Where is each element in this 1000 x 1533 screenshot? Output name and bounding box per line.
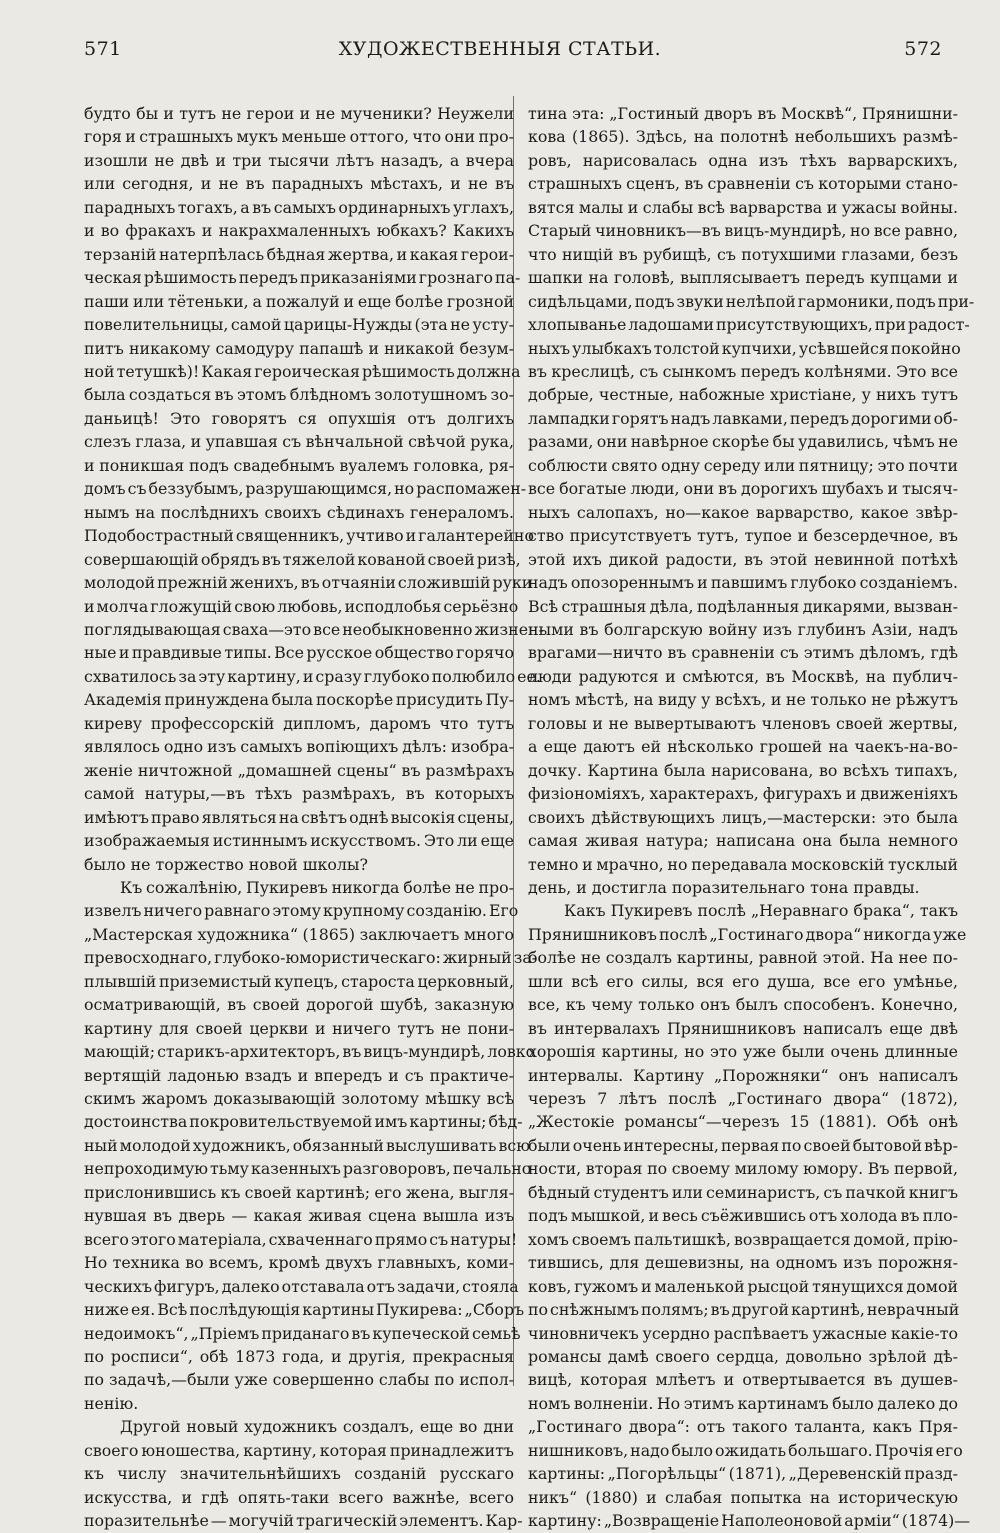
text-line: къ числу значительнѣйшихъ созданiй русскаго [84,1464,514,1484]
text-line: ными въ болгарскую войну изъ глубинъ Азiи, надъ [528,619,958,639]
text-line: паши или тётеньки, а пожалуй и еще болѣе грозной [84,291,514,311]
text-line: нишниковъ, надо было ожидать большаго. Прочiя его [528,1440,963,1460]
text-line: тившись, для дешевизны, на одномъ изъ порожня- [528,1253,958,1273]
text-line: домъ съ беззубымъ, разрушающимся, но распомажен- [84,479,527,499]
text-line: страшныхъ сценъ, въ сравненiи съ которыми стано- [528,174,958,194]
text-line: этой ихъ дикой радости, въ этой невинной потѣхѣ [528,549,958,569]
text-line: въ интервалахъ Прянишниковъ написалъ еще двѣ [528,1018,958,1038]
text-line: вицѣ, которая млѣетъ и отвертывается въ душев- [528,1370,958,1390]
text-line: была создаться въ этомъ блѣдномъ золотушномъ зо- [84,385,514,405]
text-line: превосходнаго, глубоко-юмористическаго: жирный за- [84,948,538,968]
text-line: Другой новый художникъ создалъ, еще во дни [120,1417,514,1437]
text-line: „Жестокiе романсы“—черезъ 15 (1881). Обѣ онѣ [528,1112,958,1132]
text-line: плывшiй приземистый купецъ, староста церковный, [84,971,514,991]
text-line: ческая рѣшимость передъ приказанiями грознаго па- [84,268,521,288]
text-line: интервалы. Картину „Порожняки“ онъ написалъ [528,1065,958,1085]
text-line: по росписи“, обѣ 1873 года, и другiя, прекрасныя [84,1347,514,1367]
text-line: схватилось за эту картину, и сразу глубоко полюбило ее. [84,666,541,686]
text-line: картину для своей церкви и ничего тутъ не пони- [84,1018,514,1038]
text-line: „Мастерская художника“ (1865) заключаетъ много [84,924,514,944]
text-line: слезъ глаза, и упавшая съ вѣнчальной свѣчой рука, [84,432,514,452]
text-line: вертящiй ладонью взадъ и впередъ и съ практиче- [84,1065,514,1085]
text-line: физiономiяхъ, характерахъ, фигурахъ и движенiяхъ [528,784,958,804]
text-line: ство присутствуетъ тутъ, тупое и безсердечное, въ [528,526,958,546]
text-line: горя и страшныхъ мукъ меньше оттого, что они про- [84,127,514,147]
text-line: картину: „Возвращенiе Наполеоновой армiи“ (1874)— [528,1511,971,1531]
page-number-left: 571 [84,38,122,60]
text-line: всего этого матерiала, схваченнаго прямо съ натуры! [84,1229,518,1249]
text-line: головы и не вывертываютъ членовъ своей жертвы, [528,713,958,733]
text-line: добрые, честные, набожные христiане, у нихъ тутъ [528,385,958,405]
text-line: бѣдный студентъ или семинаристъ, съ пачкой книгъ [528,1182,958,1202]
text-line: ниже ея. Всѣ послѣдующiя картины Пукирева: „Сборъ [84,1300,525,1320]
text-line: были очень интересны, первая по своей бытовой вѣр- [528,1135,958,1155]
text-line: по задачѣ,—были уже совершенно слабы по испол- [84,1370,514,1390]
text-line: мающiй; старикъ-архитекторъ, въ вицъ-мундирѣ, ловко [84,1042,536,1062]
text-line: или сегодня, и не въ парадныхъ мѣстахъ, и не въ [84,174,514,194]
text-line: совершающiй обрядъ въ тяжелой кованой своей ризѣ, [84,549,521,569]
text-line: являлось одно изъ самыхъ вопiющихъ дѣлъ: изобра- [84,737,514,757]
text-line: день, и достигла поразительнаго тона правды. [528,877,920,897]
text-line: чиновничекъ усердно распѣваетъ ужасные какiе-то [528,1323,958,1343]
text-line: изображаемыя истиннымъ искусствомъ. Это ли еще [84,831,514,851]
text-line: подъ мышкой, и весь съёжившись отъ холода въ пло- [528,1206,958,1226]
text-line: соблюсти свято одну середу или пятницу; это почти [528,455,958,475]
text-line: ческихъ фигуръ, далеко отставала отъ задачи, стояла [84,1276,519,1296]
text-line: ный молодой художникъ, обязанный выслушивать всю [84,1135,531,1155]
text-line: Прянишниковъ послѣ „Гостинаго двора“ никогда уже [528,924,967,944]
text-line: поразительнѣе — могучiй трагическiй элементъ. Кар- [84,1511,523,1531]
text-line: ровъ, нарисовалась одна изъ тѣхъ варварскихъ, [528,150,958,170]
text-line: Всѣ страшныя дѣла, подѣланныя дикарями, вызван- [528,596,958,616]
left-column [84,102,544,1533]
text-line: и молча гложущiй свою любовь, исподлобья серьёзно [84,596,519,616]
text-line: что нищiй въ рубищѣ, съ потухшими глазами, безъ [528,244,958,264]
text-line: прислонившись къ своей картинѣ; его жена, выгля- [84,1182,514,1202]
text-line: романсы дамѣ своего сердца, довольно зрѣлой дѣ- [528,1347,958,1367]
text-line: болѣе не создалъ картины, равной этой. На нее по- [528,948,958,968]
text-line: лампадки горятъ надъ лавками, передъ дорогими об- [528,408,958,428]
text-line: ной тетушкѣ)! Какая героическая рѣшимость должна [84,361,521,381]
text-line: терзанiй натерпѣлась бѣдная жертва, и какая герои- [84,244,514,264]
text-line: искусства, и гдѣ опять-таки всего важнѣе, всего [84,1487,514,1507]
text-line: хорошiя картины, но это уже были очень длинные [528,1042,958,1062]
text-line: изошли не двѣ и три тысячи лѣтъ назадъ, а вчера [84,150,514,170]
text-line: ненiю. [84,1393,139,1413]
text-line: Какъ Пукиревъ послѣ „Неравнаго брака“, такъ [564,901,958,921]
text-line: своего юношества, картину, которая принадлежитъ [84,1440,514,1460]
text-line: тина эта: „Гостиный дворъ въ Москвѣ“, Прянишни- [528,104,958,123]
text-line: никъ“ (1880) и слабая попытка на историческую [528,1487,958,1507]
text-line: ныхъ улыбкахъ толстой купчихи, усѣвшейся покойно [528,338,961,358]
text-line: извелъ ничего равнаго этому крупному созданiю. Его [84,901,519,921]
text-line: повелительницы, самой царицы-Нужды (эта не усту- [84,315,514,335]
text-line: непроходимую тьму казенныхъ разговоровъ, печально [84,1159,532,1179]
text-line: ные и правдивые типы. Все русское общество горячо [84,643,514,663]
text-line: а еще даютъ ей нѣсколько грошей на чаекъ-на-во- [528,737,958,757]
text-line: ныхъ салопахъ, но—какое варварство, какое звѣр- [528,502,958,522]
text-line: Къ сожалѣнiю, Пукиревъ никогда болѣе не про- [120,877,514,897]
text-line: все богатые люди, они въ дорогихъ шубахъ и тысяч- [528,479,958,499]
text-line: Академiя принуждена была поскорѣе присудить Пу- [84,690,514,710]
text-line: женiе ничтожной „домашней сцены“ въ размѣрахъ [84,760,514,780]
text-line: хомъ своемъ пальтишкѣ, возвращается домой, прiю- [528,1229,958,1249]
text-line: картины: „Погорѣльцы“ (1871), „Деревенскiй празд- [528,1464,958,1484]
text-line: хлопыванье ладошами присутствующихъ, при радост- [528,315,970,335]
text-line: парадныхъ тогахъ, а въ самыхъ ординарныхъ углахъ, [84,197,514,217]
text-line: недоимокъ“, „Прiемъ приданаго въ купеческой семьѣ [84,1323,521,1343]
text-line: надъ опозореннымъ и павшимъ глубоко созданiемъ. [528,573,958,593]
text-line: поглядывающая сваха—это все необыкновенно жизнен- [84,619,544,639]
text-line: ковъ, гужомъ и маленькой рысцой тянущихся домой [528,1276,958,1296]
text-line: своихъ дѣйствующихъ лицъ,—мастерски: это была [528,807,958,827]
right-column [528,102,974,1533]
text-line: нымъ на послѣднихъ своихъ сѣдинахъ генераломъ. [84,502,514,522]
text-line: ности, вторая по своему милому юмору. Въ первой, [528,1159,958,1179]
text-line: и во фракахъ и накрахмаленныхъ юбкахъ? Какихъ [84,221,514,241]
text-line: имѣютъ право являться на свѣтъ однѣ высокiя сцены, [84,807,514,827]
text-line: номъ волненiи. Но этимъ картинамъ было далеко до [528,1393,958,1413]
text-line: питъ никакому самодуру папашѣ и никакой безум- [84,338,514,358]
text-line: кова (1865). Здѣсь, на полотнѣ небольшихъ размѣ- [528,127,958,147]
text-line: разами, они навѣрное скорѣе бы удавились, чѣмъ не [528,432,958,452]
text-line: самой натуры,—въ тѣхъ размѣрахъ, въ которыхъ [84,784,514,804]
text-line: люди радуются и смѣются, въ Москвѣ, на публич- [528,666,958,686]
text-line: скимъ жаромъ доказывающiй золотому мѣшку всѣ [84,1089,514,1109]
text-line: черезъ 7 лѣтъ послѣ „Гостинаго двора“ (1872), [528,1089,958,1109]
text-line: молодой прежнiй женихъ, въ отчаянiи сложившiй руки [84,573,533,593]
text-line: сидѣльцами, подъ звуки нелѣпой гармоники, подъ при- [528,291,975,311]
running-title: ХУДОЖЕСТВЕННЫЯ СТАТЬИ. [338,38,662,60]
text-line: шли всѣ его силы, вся его душа, все его умѣнье, [528,971,958,991]
text-line: будто бы и тутъ не герои и не мученики? Неужели [84,104,514,123]
text-line: было не торжество новой школы? [84,854,368,874]
text-line: киреву профессорскiй дипломъ, даромъ что тутъ [84,713,514,733]
text-line: темно и мрачно, но передавала московскiй тусклый [528,854,958,874]
text-line: Но техника во всемъ, кромѣ двухъ главныхъ, коми- [84,1253,514,1273]
text-line: шапки на головѣ, выплясываетъ передъ купцами и [528,268,958,288]
text-line: врагами—ничто въ сравненiи съ этимъ дѣломъ, гдѣ [528,643,958,663]
text-line: осматривающiй, въ своей дорогой шубѣ, заказную [84,995,514,1015]
text-line: „Гостинаго двора“: отъ такого таланта, какъ Пря- [528,1417,958,1437]
text-line: самая живая натура; написана она была немного [528,831,958,851]
text-line: въ креслицѣ, съ сынкомъ передъ колѣнями. Это все [528,361,958,381]
page-number-right: 572 [904,38,942,60]
text-line: вятся малы и слабы всѣ варварства и ужасы войны. [528,197,958,217]
text-line: по снѣжнымъ полямъ; въ другой картинѣ, неврачный [528,1300,960,1320]
text-line: и поникшая подъ свадебнымъ вуалемъ головка, ря- [84,455,514,475]
text-line: номъ мѣстѣ, на виду у всѣхъ, и не только не рѣжутъ [528,690,958,710]
text-line: все, къ чему только онъ былъ способенъ. Конечно, [528,995,958,1015]
text-line: достоинства покровительствуемой имъ картины; бѣд- [84,1112,523,1132]
text-line: Подобострастный священникъ, учтиво и галантерейно [84,526,534,546]
text-line: нувшая въ дверь — какая живая сцена вышла изъ [84,1206,514,1226]
text-line: даньицѣ! Это говорятъ ся опухшiя отъ долгихъ [84,408,514,428]
text-line: дочку. Картина была нарисована, во всѣхъ типахъ, [528,760,958,780]
text-line: Старый чиновникъ—въ вицъ-мундирѣ, но все равно, [528,221,958,241]
